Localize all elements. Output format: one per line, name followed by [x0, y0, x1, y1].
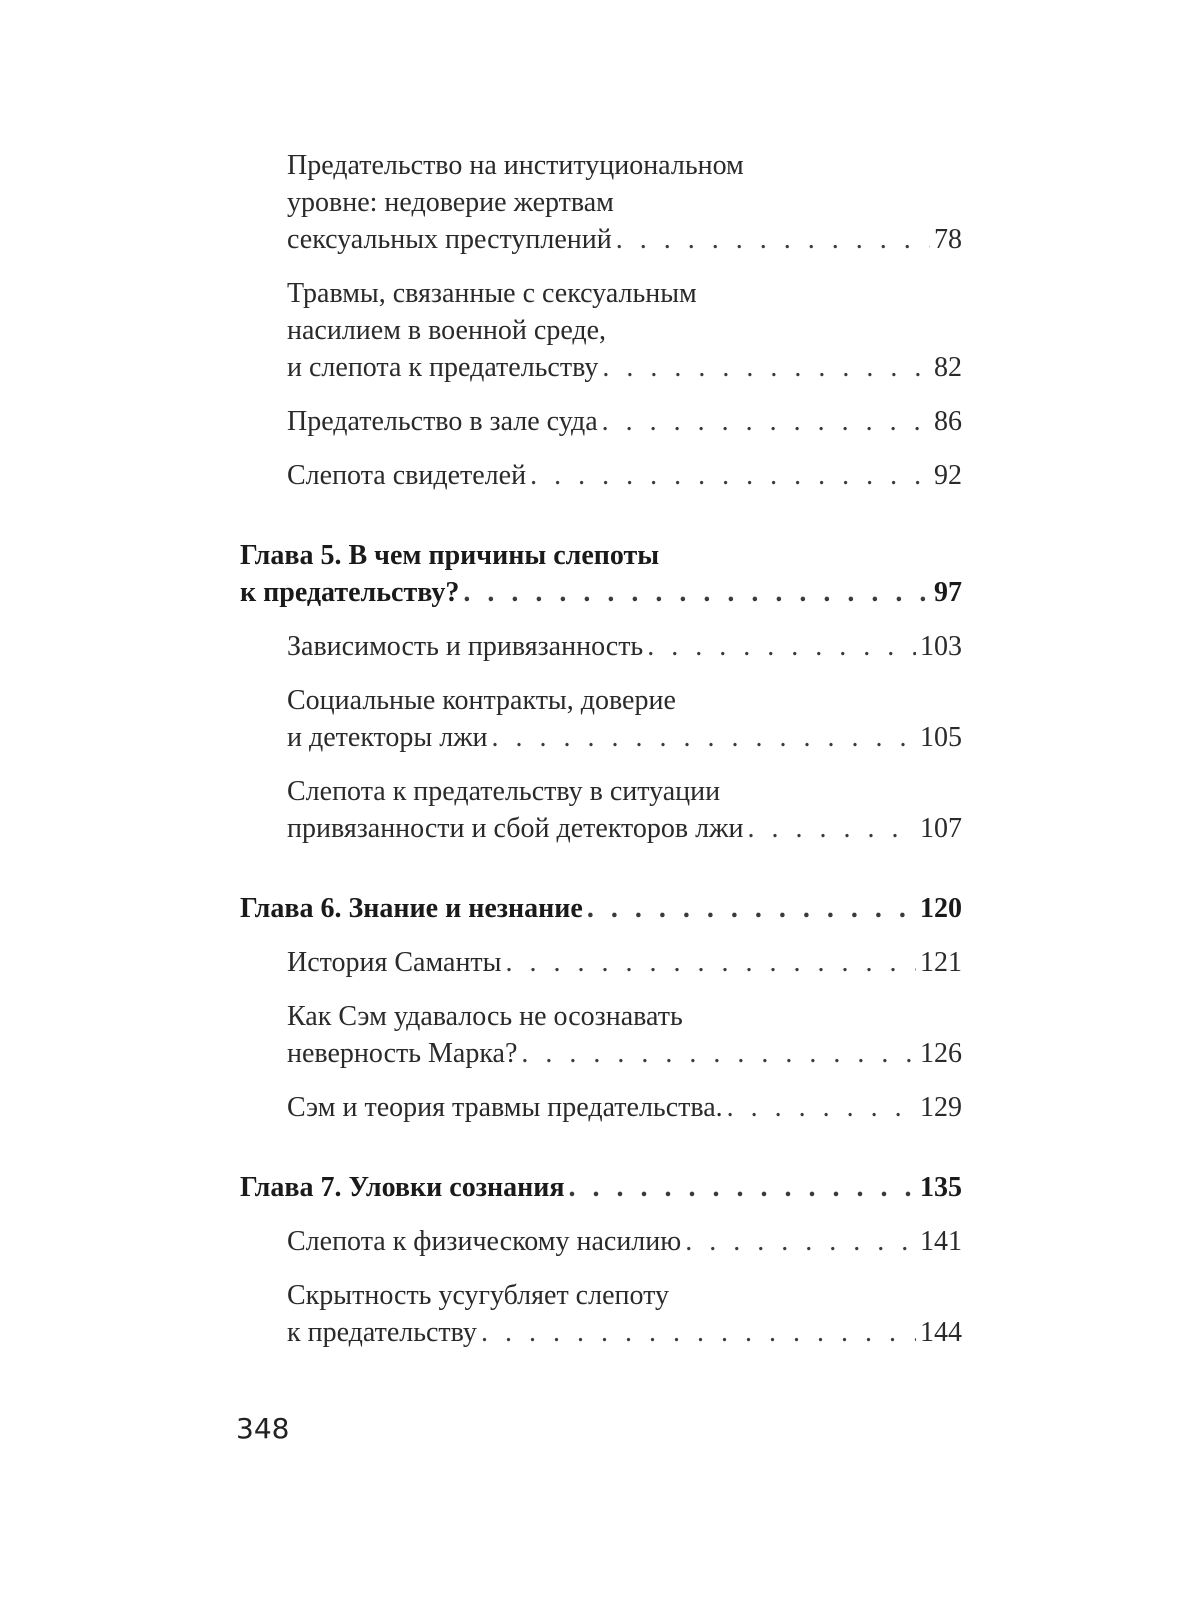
toc-entry-title: и слепота к предательству	[287, 352, 599, 383]
page-number: 348	[236, 1412, 290, 1445]
toc-entry-title: сексуальных преступлений	[287, 224, 612, 255]
dot-leader	[602, 349, 930, 386]
toc-page-number: 121	[920, 947, 962, 978]
dot-leader	[481, 1314, 916, 1351]
toc-page-number: 86	[934, 406, 962, 437]
dot-leader	[602, 403, 930, 440]
dot-leader	[616, 221, 930, 258]
toc-section	[240, 944, 962, 981]
toc-page-number: 105	[920, 722, 962, 753]
dot-leader	[727, 1089, 916, 1126]
dot-leader	[463, 574, 930, 611]
toc-section	[240, 457, 962, 494]
dot-leader	[530, 457, 930, 494]
toc-entry-title: неверность Марка?	[287, 1038, 518, 1069]
toc-section	[240, 1089, 962, 1126]
toc-entry-line: насилием в военной среде,	[287, 315, 607, 346]
toc-section	[240, 682, 962, 756]
toc-entry-title: Слепота к физическому насилию	[287, 1226, 682, 1257]
toc-section	[240, 275, 962, 386]
dot-leader	[492, 719, 916, 756]
toc-page-number: 135	[920, 1172, 962, 1203]
toc-entry-line: Предательство на институциональном	[287, 150, 744, 181]
toc-entry-line: Слепота к предательству в ситуации	[287, 776, 721, 807]
toc-entry-line: Социальные контракты, доверие	[287, 685, 676, 716]
toc-page-number: 120	[920, 893, 962, 924]
toc-section	[240, 1223, 962, 1260]
toc-page-number: 144	[920, 1317, 962, 1348]
dot-leader	[505, 944, 916, 981]
toc-section	[240, 628, 962, 665]
toc-entry-title: Слепота свидетелей	[287, 460, 527, 491]
toc-entry-line: Глава 5. В чем причины слепоты	[240, 540, 660, 571]
toc-section	[240, 147, 962, 258]
toc-page-number: 141	[920, 1226, 962, 1257]
toc-chapter	[240, 890, 962, 927]
toc-page-number: 126	[920, 1038, 962, 1069]
toc-entry-title: Глава 7. Уловки сознания	[240, 1172, 565, 1203]
dot-leader	[747, 810, 916, 847]
toc-entry-title: Зависимость и привязанность	[287, 631, 644, 662]
toc-entry-line: Скрытность усугубляет слепоту	[287, 1280, 669, 1311]
toc-section	[240, 1277, 962, 1351]
toc-page-number: 97	[934, 577, 962, 608]
toc-section	[240, 773, 962, 847]
dot-leader	[587, 890, 916, 927]
toc-entry-line: Травмы, связанные с сексуальным	[287, 278, 697, 309]
dot-leader	[569, 1169, 916, 1206]
toc-page-number: 129	[920, 1092, 962, 1123]
dot-leader	[647, 628, 916, 665]
toc-page-number: 107	[920, 813, 962, 844]
toc-entry-title: Сэм и теория травмы предательства.	[287, 1092, 723, 1123]
toc-chapter	[240, 1169, 962, 1206]
toc-entry-title: к предательству?	[240, 577, 460, 608]
toc-section	[240, 998, 962, 1072]
toc-entry-title: привязанности и сбой детекторов лжи	[287, 813, 744, 844]
toc-entry-title: к предательству	[287, 1317, 477, 1348]
toc-entry-title: История Саманты	[287, 947, 502, 978]
toc-chapter	[240, 537, 962, 611]
toc-page-number: 92	[934, 460, 962, 491]
table-of-contents	[240, 147, 962, 1351]
toc-entry-title: Глава 6. Знание и незнание	[240, 893, 583, 924]
toc-entry-title: и детекторы лжи	[287, 722, 488, 753]
dot-leader	[685, 1223, 916, 1260]
toc-page-number: 82	[934, 352, 962, 383]
toc-page-number: 103	[920, 631, 962, 662]
toc-entry-line: Как Сэм удавалось не осознавать	[287, 1001, 683, 1032]
toc-entry-title: Предательство в зале суда	[287, 406, 598, 437]
toc-page-number: 78	[934, 224, 962, 255]
dot-leader	[521, 1035, 916, 1072]
toc-entry-line: уровне: недоверие жертвам	[287, 187, 614, 218]
toc-section	[240, 403, 962, 440]
